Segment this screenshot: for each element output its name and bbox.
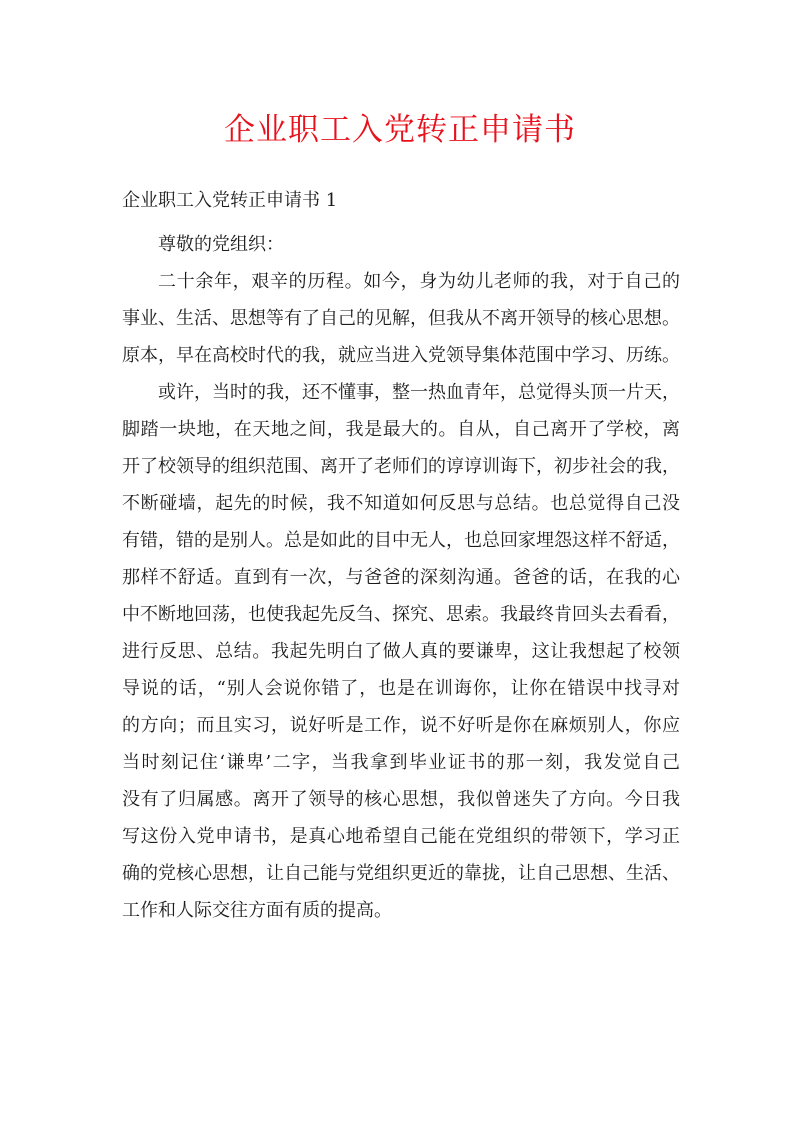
paragraph-line: 原本，早在高校时代的我，就应当进入党领导集体范围中学习、历练。: [122, 345, 680, 366]
salutation-line: 尊敬的党组织：: [158, 234, 284, 255]
paragraph-line: 没有了归属感。离开了领导的核心思想，我似曾迷失了方向。今日我: [122, 789, 680, 810]
paragraph-line: 有错，错的是别人。总是如此的目中无人，也总回家埋怨这样不舒适，: [122, 530, 680, 551]
paragraph-line: 当时刻记住‘谦卑’二字，当我拿到毕业证书的那一刻，我发觉自己: [122, 752, 680, 773]
paragraph-line: 的方向；而且实习，说好听是工作，说不好听是你在麻烦别人，你应: [122, 715, 680, 736]
salutation: [122, 226, 680, 263]
document-body: [122, 226, 680, 929]
paragraph-line: 那样不舒适。直到有一次，与爸爸的深刻沟通。爸爸的话，在我的心: [122, 567, 680, 588]
paragraph-line: 或许，当时的我，还不懂事，整一热血青年，总觉得头顶一片天，: [158, 382, 680, 403]
paragraph-line: 进行反思、总结。我起先明白了做人真的要谦卑，这让我想起了校领: [122, 641, 680, 662]
paragraph-line: 开了校领导的组织范围、离开了老师们的谆谆训诲下，初步社会的我，: [122, 456, 680, 477]
paragraph-line: 二十余年，艰辛的历程。如今，身为幼儿老师的我，对于自己的: [158, 271, 680, 292]
paragraph-line: 导说的话，“别人会说你错了，也是在训诲你，让你在错误中找寻对: [122, 678, 680, 699]
paragraph-line: 不断碰墙，起先的时候，我不知道如何反思与总结。也总觉得自己没: [122, 493, 680, 514]
paragraph-line: 确的党核心思想，让自己能与党组织更近的靠拢，让自己思想、生活、: [122, 863, 680, 884]
document-subtitle: 企业职工入党转正申请书 1: [122, 190, 338, 211]
paragraph-1: [122, 263, 680, 374]
paragraph-line: 脚踏一块地，在天地之间，我是最大的。自从，自己离开了学校，离: [122, 419, 680, 440]
paragraph-line: 写这份入党申请书，是真心地希望自己能在党组织的带领下，学习正: [122, 826, 680, 847]
paragraph-line: 工作和人际交往方面有质的提高。: [122, 900, 392, 921]
paragraph-line: 中不断地回荡，也使我起先反刍、探究、思索。我最终肯回头去看看，: [122, 604, 680, 625]
paragraph-2: [122, 374, 680, 929]
paragraph-line: 事业、生活、思想等有了自己的见解，但我从不离开领导的核心思想。: [122, 308, 680, 329]
document-title: 企业职工入党转正申请书: [224, 112, 576, 148]
